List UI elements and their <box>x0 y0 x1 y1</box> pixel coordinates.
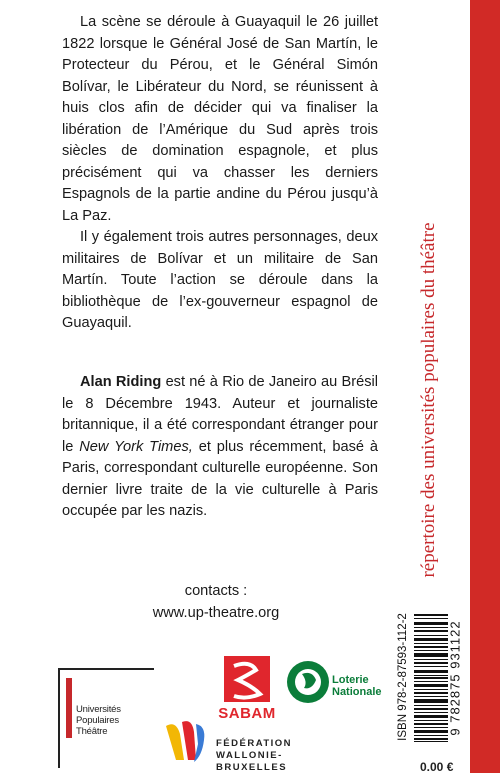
isbn-barcode-area <box>392 612 466 773</box>
universites-populaires-text: Universités Populaires Théâtre <box>76 704 121 737</box>
sabam-icon <box>216 656 278 706</box>
red-spine-strip <box>470 0 500 773</box>
bio-text-part-2: et plus récemment, basé à Paris, correspondant culturelle européenne. Son dernier livre traite de la vie culturelle à Paris occupée par les nazis. <box>62 438 378 519</box>
sabam-text: SABAM <box>218 705 276 722</box>
newspaper-name: New York Times, <box>79 438 193 455</box>
contacts <box>100 580 332 624</box>
price-fragment: 0.00 € <box>420 760 454 773</box>
isbn-label <box>394 612 412 742</box>
sabam-logo <box>216 656 278 736</box>
bio-text-part-1: est né à Rio de Janeiro au Brésil le 8 Décembre 1943. Auteur et journaliste britannique, il a été correspondant étranger pour le <box>62 374 378 455</box>
universites-populaires-logo <box>58 660 156 773</box>
isbn-label-text: ISBN 978-2-87593-112-2 <box>397 613 409 741</box>
author-bio <box>62 372 378 523</box>
barcode-digits <box>446 612 464 744</box>
contacts-label: contacts : <box>184 583 248 599</box>
federation-wallonie-bruxelles-icon <box>162 716 210 770</box>
collection-title <box>416 190 442 610</box>
synopsis-paragraph-2: Il y également trois autres personnages, deux militaires de Bolívar et un militaire de San Martín. Toute l’action se déroule dans la bibliothèque de l’ex-gouverneur espagnol de Guayaquil. <box>62 229 378 331</box>
barcode-digits-text: 9 782875 931122 <box>447 620 463 736</box>
synopsis-paragraph-1: La scène se déroule à Guayaquil le 26 juillet 1822 lorsque le Général José de San Martín, le Protecteur du Pérou, et le Général Simón Bolívar, le Libérateur du Nord, se réunissent à huis clos afin de décider qui va finaliser la libération de l’Amérique du Sud après trois siècles de domination espagnole, et plus précisément qui va chasser les derniers Espagnols de la partie andine du Pérou jusqu’à La Paz. <box>62 14 378 224</box>
loterie-nationale-text: Loterie Nationale <box>332 674 382 698</box>
synopsis <box>62 12 378 335</box>
website-link[interactable]: www.up-theatre.org <box>152 605 280 621</box>
barcode-icon <box>414 614 448 742</box>
logo-accent <box>66 678 72 738</box>
collection-title-text: répertoire des universités populaires du théâtre <box>418 222 439 578</box>
author-bio-paragraph <box>62 372 378 523</box>
author-name: Alan Riding <box>80 374 162 390</box>
federation-wallonie-bruxelles-text: FÉDÉRATION WALLONIE-BRUXELLES <box>216 738 293 773</box>
loterie-nationale-icon <box>286 660 330 704</box>
loterie-nationale-logo <box>286 660 386 710</box>
